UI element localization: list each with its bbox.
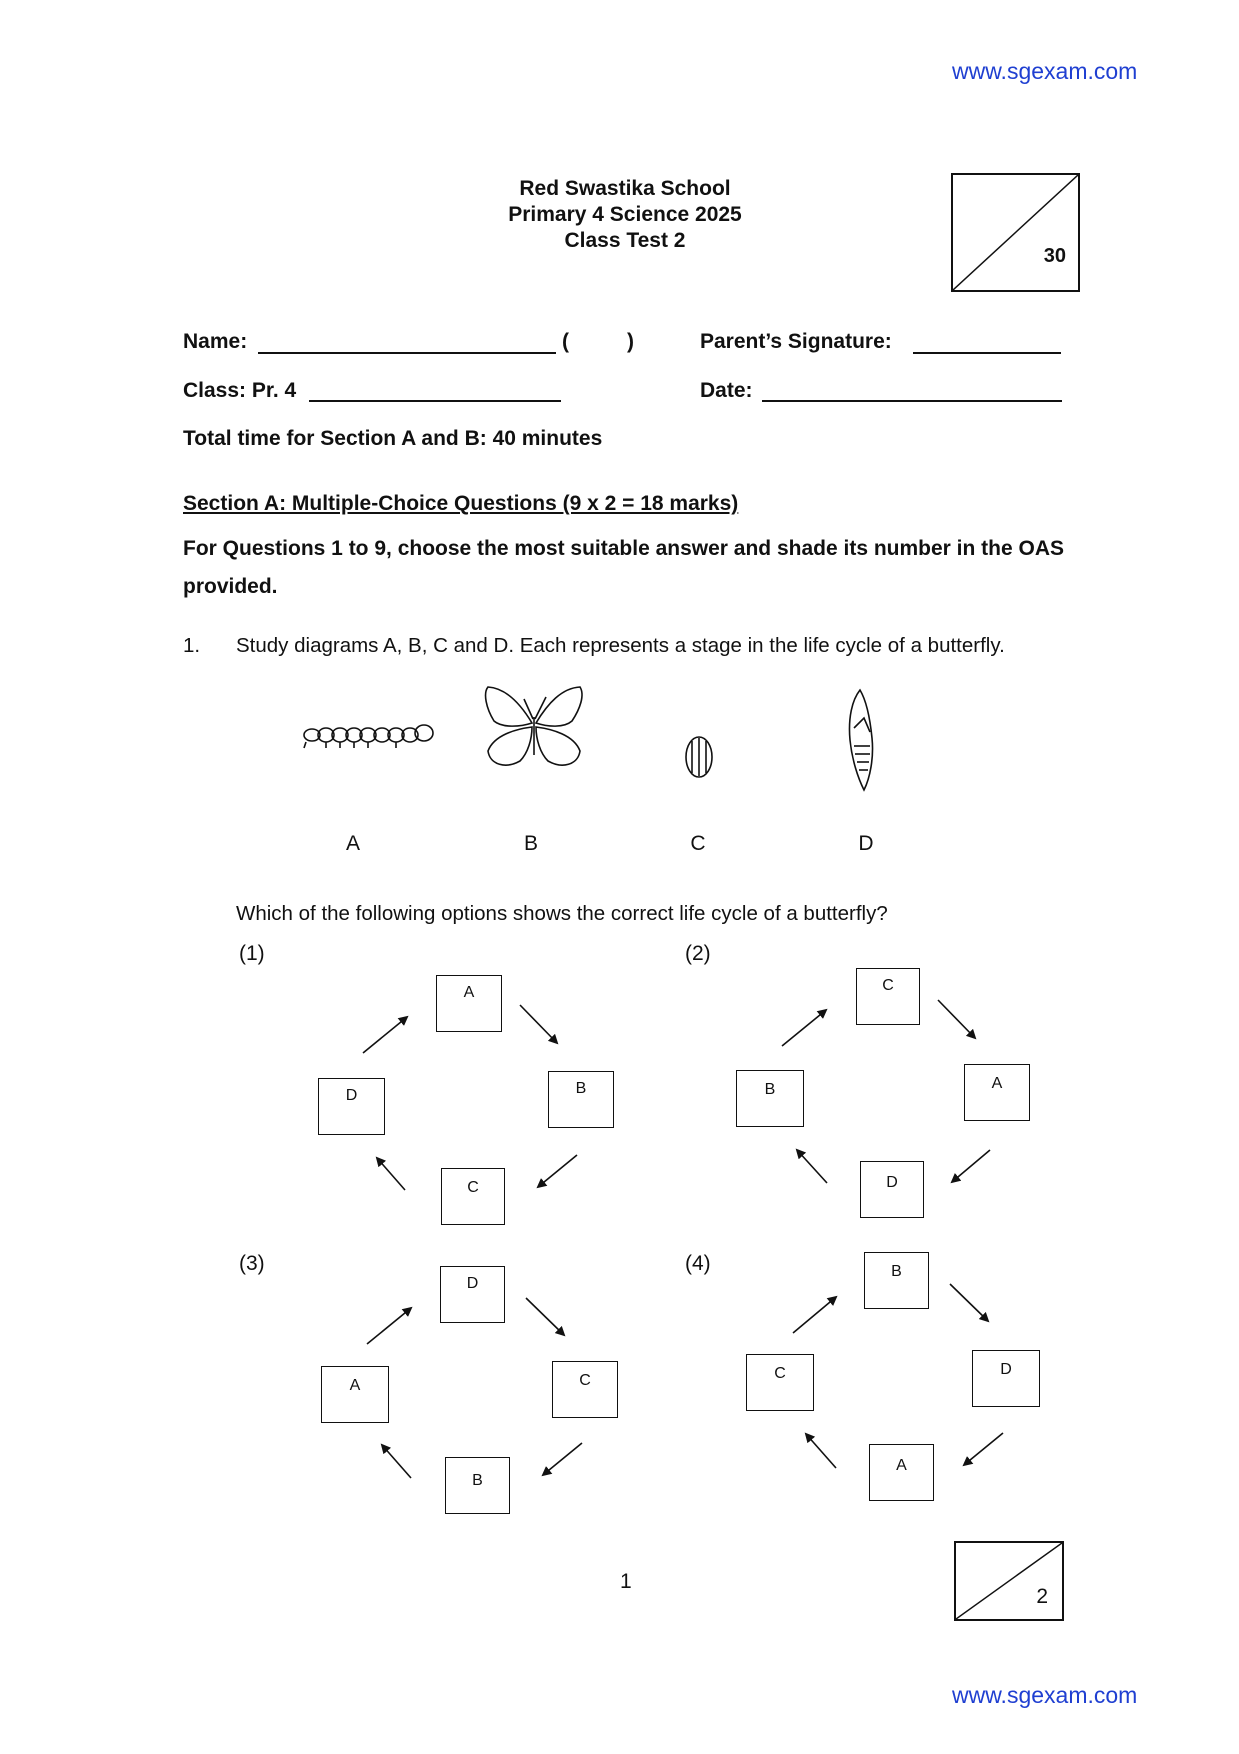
option-3-arrow-bottom-left: [382, 1445, 411, 1478]
header-website-link[interactable]: www.sgexam.com: [952, 58, 1138, 84]
name-label: Name:: [183, 330, 248, 353]
total-time: Total time for Section A and B: 40 minutes: [183, 427, 603, 450]
option-2-left-letter: B: [764, 1081, 776, 1098]
option-2-arrow-top-right: [938, 1000, 975, 1038]
option-3-right-letter: C: [579, 1372, 591, 1389]
option-3-arrow-right-bottom: [543, 1443, 582, 1475]
stage-label-a: A: [345, 832, 360, 855]
page-number: 1: [620, 1570, 632, 1593]
total-score-value: 30: [1043, 245, 1066, 267]
option-2-arrow-right-bottom: [952, 1150, 990, 1182]
option-1-arrow-left-top: [363, 1017, 407, 1053]
page-score-box: [954, 1541, 1064, 1621]
option-4-bottom-letter: A: [896, 1457, 907, 1474]
stage-label-c: C: [690, 832, 706, 855]
option-1-top-letter: A: [463, 984, 475, 1001]
option-2-top-letter: C: [882, 977, 894, 994]
parent-signature-label: Parent’s Signature:: [700, 330, 892, 353]
option-4-arrow-bottom-left: [806, 1434, 836, 1468]
option-1-arrow-bottom-left: [377, 1158, 405, 1190]
school-name: Red Swastika School: [519, 177, 731, 200]
stage-label-b: B: [523, 832, 538, 855]
option-2-arrow-left-top: [782, 1010, 826, 1046]
name-paren-open: (: [562, 330, 569, 353]
option-1-right-letter: B: [575, 1080, 587, 1097]
option-2-label[interactable]: (2): [685, 942, 711, 965]
option-4-arrow-left-top: [793, 1297, 836, 1333]
footer-website-link[interactable]: www.sgexam.com: [952, 1682, 1138, 1708]
option-1-bottom-letter: C: [467, 1179, 479, 1196]
option-2-arrow-bottom-left: [797, 1150, 827, 1183]
option-1-left-letter: D: [345, 1087, 358, 1104]
option-4-label[interactable]: (4): [685, 1252, 711, 1275]
option-3-bottom-letter: B: [472, 1472, 483, 1489]
option-3-top-letter: D: [466, 1275, 479, 1292]
question-prompt: Which of the following options shows the correct life cycle of a butterfly?: [236, 902, 888, 925]
option-4-right-letter: D: [1000, 1361, 1012, 1378]
option-1-arrow-right-bottom: [538, 1155, 577, 1187]
section-title: Section A: Multiple-Choice Questions (9 x 2 = 18 marks): [183, 492, 739, 515]
page-score-value: 2: [1036, 1585, 1048, 1608]
subject-title: Primary 4 Science 2025: [508, 203, 742, 226]
option-2-bottom-letter: D: [886, 1174, 898, 1191]
question-stem: Study diagrams A, B, C and D. Each represents a stage in the life cycle of a butterfly.: [236, 634, 1005, 657]
option-3-arrow-left-top: [367, 1308, 411, 1344]
question-number: 1.: [183, 634, 201, 657]
stage-label-d: D: [858, 832, 874, 855]
option-3-label[interactable]: (3): [239, 1252, 265, 1275]
option-3-left-letter: A: [349, 1377, 361, 1394]
class-label: Class: Pr. 4: [183, 379, 297, 402]
option-4-arrow-right-bottom: [964, 1433, 1003, 1465]
option-2-right-letter: A: [991, 1075, 1003, 1092]
option-4-arrow-top-right: [950, 1284, 988, 1321]
test-title: Class Test 2: [564, 229, 686, 252]
option-1-label[interactable]: (1): [239, 942, 265, 965]
name-paren-close: ): [627, 330, 634, 353]
option-4-top-letter: B: [891, 1263, 902, 1280]
option-3-arrow-top-right: [526, 1298, 564, 1335]
option-1-arrow-top-right: [520, 1005, 557, 1043]
option-4-left-letter: C: [774, 1365, 786, 1382]
section-instructions: For Questions 1 to 9, choose the most suitable answer and shade its number in the OAS provided.: [183, 537, 1065, 598]
date-label: Date:: [700, 379, 753, 402]
